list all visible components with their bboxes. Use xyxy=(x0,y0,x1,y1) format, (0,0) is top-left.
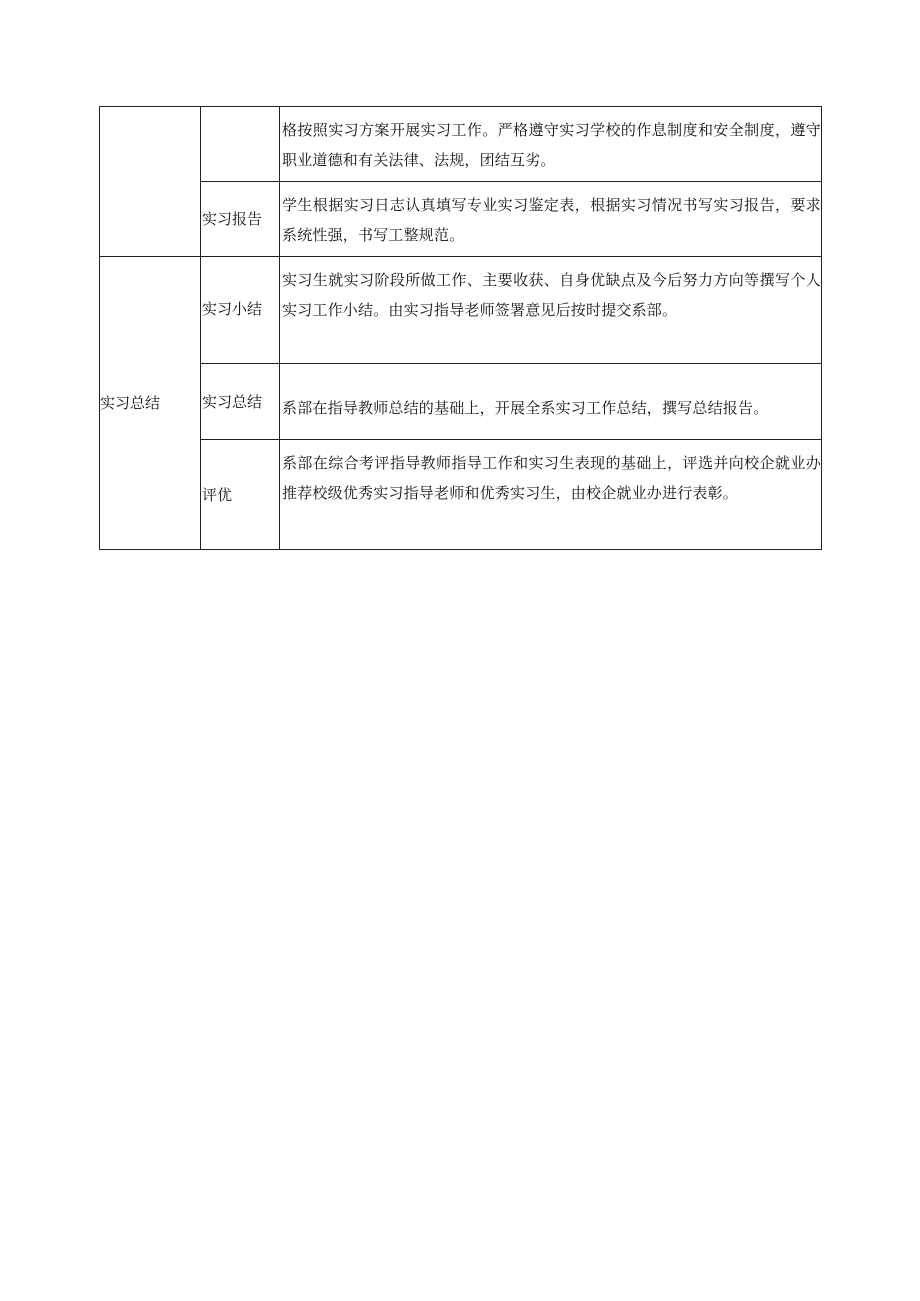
row-label: 评优 xyxy=(202,485,233,504)
label-cell-brief-summary xyxy=(201,257,280,364)
row-label: 实习总结 xyxy=(202,392,263,411)
content-cell xyxy=(280,364,822,440)
section-cell-summary xyxy=(100,257,201,550)
table-row xyxy=(100,257,822,364)
row-label: 实习报告 xyxy=(202,210,263,228)
content-cell xyxy=(280,107,822,182)
row-content: 实习生就实习阶段所做工作、主要收获、自身优缺点及今后努力方向等撰写个人实习工作小结。由实习指导老师签署意见后按时提交系部。 xyxy=(282,271,821,319)
row-content: 学生根据实习日志认真填写专业实习鉴定表，根据实习情况书写实习报告，要求系统性强，书写工整规范。 xyxy=(282,196,821,244)
content-cell xyxy=(280,182,822,257)
content-cell xyxy=(280,440,822,550)
row-content: 格按照实习方案开展实习工作。严格遵守实习学校的作息制度和安全制度，遵守职业道德和有关法律、法规，团结互劣。 xyxy=(282,121,821,169)
label-cell-award xyxy=(201,440,280,550)
internship-table xyxy=(99,106,822,550)
section-cell-continued xyxy=(100,107,201,257)
table-row xyxy=(100,440,822,550)
row-label: 实习小结 xyxy=(202,300,263,318)
row-content: 系部在综合考评指导教师指导工作和实习生表现的基础上，评选并向校企就业办推荐校级优秀实习指导老师和优秀实习生，由校企就业办进行表彰。 xyxy=(282,454,821,502)
label-cell-summary xyxy=(201,364,280,440)
section-label: 实习总结 xyxy=(100,394,161,412)
table-row xyxy=(100,364,822,440)
table-row xyxy=(100,107,822,182)
row-content: 系部在指导教师总结的基础上，开展全系实习工作总结，撰写总结报告。 xyxy=(282,398,769,417)
table-row xyxy=(100,182,822,257)
label-cell-continued xyxy=(201,107,280,182)
content-cell xyxy=(280,257,822,364)
label-cell-report xyxy=(201,182,280,257)
